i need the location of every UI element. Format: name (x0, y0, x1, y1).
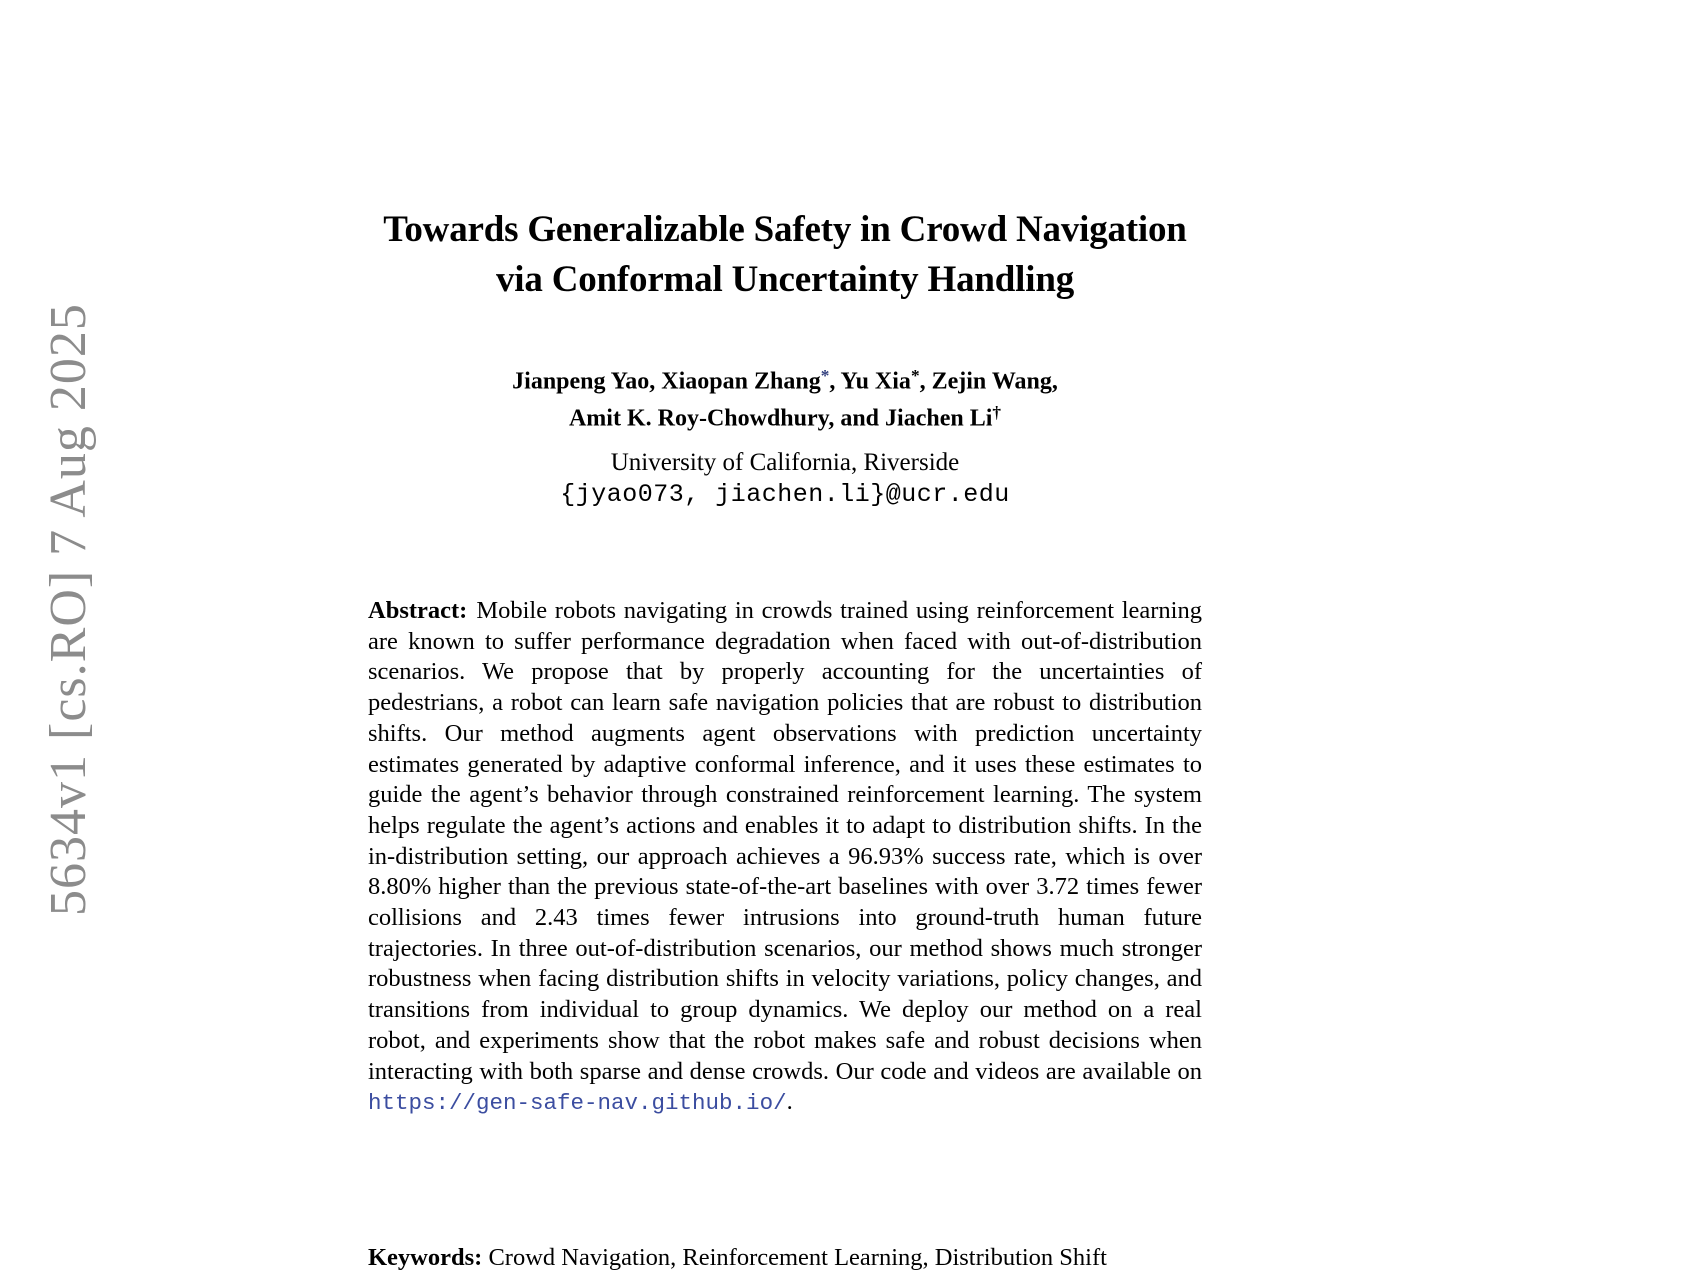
abstract-body-text: Mobile robots navigating in crowds trained using reinforcement learning are known to suffer performance degradation when faced with out-of-distribution scenarios. We propose that by properly accounting for the uncertainties of pedestrians, a robot can learn safe navigation policies that are robust to distribution shifts. Our method augments agent observations with prediction uncertainty estimates generated by adaptive conformal inference, and it uses these estimates to guide the agent’s behavior through constrained reinforcement learning. The system helps regulate the agent’s actions and enables it to adapt to distribution shifts. In the in-distribution setting, our approach achieves a 96.93% success rate, which is over 8.80% higher than the previous state-of-the-art baselines with over 3.72 times fewer collisions and 2.43 times fewer intrusions into ground-truth human future trajectories. In three out-of-distribution scenarios, our method shows much stronger robustness when facing distribution shifts in velocity variations, policy changes, and transitions from individual to group dynamics. We deploy our method on a real robot, and experiments show that the robot makes safe and robust decisions when interacting with both sparse and dense crowds. Our code and videos are available on (368, 597, 1202, 1085)
author-names-part-3: , Zejin Wang, (919, 368, 1058, 395)
abstract-section (368, 596, 1202, 1119)
affiliation-block (290, 448, 1280, 512)
abstract-body-tail: . (786, 1088, 793, 1116)
keywords-value: Crowd Navigation, Reinforcement Learning, Distribution Shift (488, 1244, 1107, 1271)
author-names-part-4: Amit K. Roy-Chowdhury, and Jiachen Li (568, 405, 993, 432)
title-line-1: Towards Generalizable Safety in Crowd Navigation (383, 209, 1187, 250)
author-line-2 (290, 397, 1280, 434)
abstract-paragraph (368, 596, 1202, 1119)
author-line-1 (290, 360, 1280, 397)
keywords-label: Keywords: (368, 1244, 483, 1271)
affiliation-email[interactable]: {jyao073, jiachen.li}@ucr.edu (560, 480, 1010, 509)
keywords-section (368, 1243, 1202, 1274)
project-website-link[interactable]: https://gen-safe-nav.github.io/ (368, 1090, 787, 1117)
author-names-part-2: , Yu Xia (829, 368, 911, 395)
abstract-label: Abstract: (368, 597, 468, 624)
title-line-2: via Conformal Uncertainty Handling (495, 259, 1074, 300)
author-footnote-marker-corresponding: † (992, 403, 1002, 423)
paper-title (290, 205, 1280, 305)
affiliation-institution: University of California, Riverside (610, 449, 960, 476)
keywords-paragraph (368, 1243, 1202, 1274)
arxiv-identifier-stamp (32, 276, 104, 916)
author-footnote-marker-equal-contribution[interactable]: * (820, 366, 830, 385)
arxiv-stamp-text: 5634v1 [cs.RO] 7 Aug 2025 (39, 303, 97, 916)
author-footnote-marker-equal-contribution-2: * (910, 366, 920, 385)
author-list (290, 360, 1280, 435)
author-names-part-1: Jianpeng Yao, Xiaopan Zhang (512, 368, 821, 395)
